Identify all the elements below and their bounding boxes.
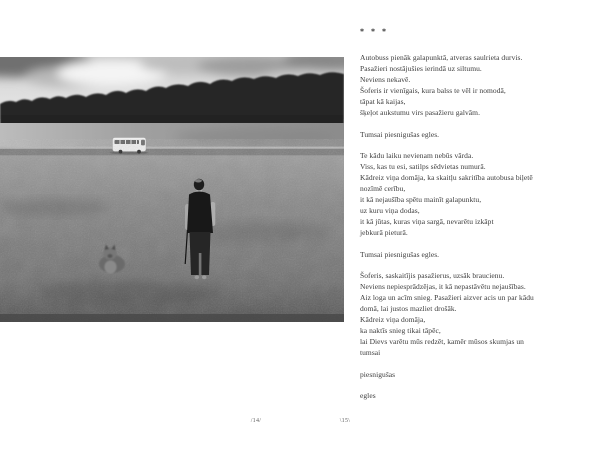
- poem-line: nozīmē cerību,: [360, 184, 406, 193]
- poem-line: Kādreiz viņa domāja, ka skaitļu sakritība autobusa biļetē: [360, 173, 533, 182]
- stanza-2: [360, 150, 588, 238]
- poem-title: * * *: [360, 27, 389, 36]
- poem-line: Tumsai piesnigušas egles.: [360, 249, 440, 259]
- poem-line: Te kādu laiku nevienam nebūs vārda.: [360, 151, 474, 160]
- poem-line: Šoferis ir vienīgais, kura balss te vēl ir nomodā,: [360, 86, 506, 95]
- poem-line: jebkurā pieturā.: [360, 228, 408, 237]
- coda-word-1: [360, 369, 588, 380]
- poem-line: tāpat kā kaijas,: [360, 97, 406, 106]
- page-number-right: \15\: [339, 418, 351, 424]
- poem-line: ka naktīs snieg tikai tāpēc,: [360, 326, 441, 335]
- far-field: [0, 123, 344, 149]
- poem-line: Kādreiz viņa domāja,: [360, 315, 426, 324]
- coda-word-2: [360, 390, 588, 401]
- poem-line: egles: [360, 391, 376, 400]
- poem-line: Autobuss pienāk galapunktā, atveras saulrieta durvis.: [360, 53, 523, 62]
- refrain-2: [360, 249, 588, 260]
- poem-line: Tumsai piesnigušas egles.: [360, 129, 440, 139]
- page-number-left: /14/: [250, 418, 262, 424]
- poem-line: Neviens nepiesprādzējas, it kā nepastāvētu nejaušības.: [360, 282, 526, 291]
- poem-line: Pasažieri nostājušies ierindā uz siltumu.: [360, 64, 482, 73]
- field-photo: [0, 57, 344, 322]
- poem-line: šķeļot aukstumu virs pasažieru galvām.: [360, 108, 480, 117]
- poem-line: lai Dievs varētu mūs redzēt, kamēr mūsos skumjas un: [360, 337, 524, 346]
- poem-line: Aiz loga un acīm snieg. Pasažieri aizver acis un par kādu: [360, 293, 534, 302]
- road: [0, 149, 344, 156]
- bus: [110, 138, 148, 155]
- stanza-3: [360, 270, 588, 358]
- poem: [360, 26, 588, 412]
- refrain-1: [360, 129, 588, 140]
- poem-line: Neviens nekavē.: [360, 75, 411, 84]
- poem-line: it kā jūtas, kuras viņa sargā, nevarētu izkāpt: [360, 217, 494, 226]
- poem-line: uz kuru viņa dodas,: [360, 206, 420, 215]
- poem-line: piesnigušas: [360, 369, 396, 379]
- grass: [0, 156, 344, 322]
- poem-line: Šoferis, saskaitījis pasažierus, uzsāk braucienu.: [360, 271, 505, 280]
- poem-line: it kā nejaušība spētu mainīt galapunktu,: [360, 195, 482, 204]
- poem-line: Viss, kas tu esi, satilps sēdvietas numurā.: [360, 162, 486, 171]
- stanza-1: [360, 52, 588, 118]
- poem-line: domā, lai justos mazliet drošāk.: [360, 304, 457, 313]
- poem-line: tumsai: [360, 348, 381, 357]
